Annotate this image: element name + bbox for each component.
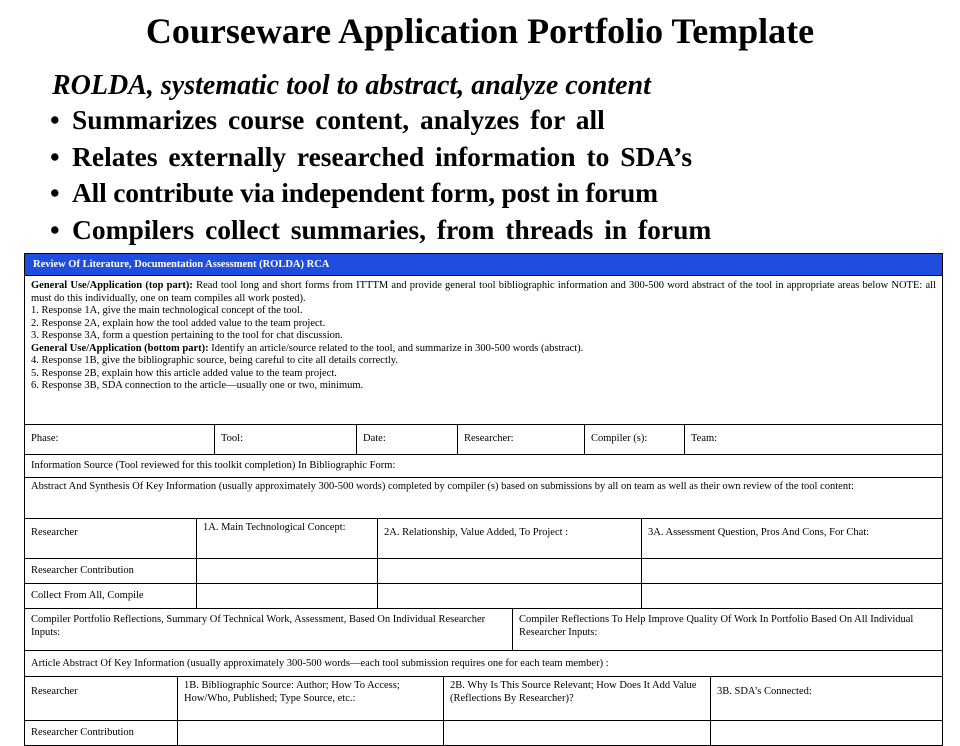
contribution-1a-cell[interactable]: [196, 559, 377, 583]
instruction-item: 6. Response 3B, SDA connection to the article—usually one or two, minimum.: [31, 380, 364, 391]
bullet-list: [50, 102, 711, 248]
instruction-item: 3. Response 3A, form a question pertaining to the tool for chat discussion.: [31, 330, 343, 341]
source-relevance-header: 2B. Why Is This Source Relevant; How Does It Add Value (Reflections By Researcher)?: [443, 677, 710, 720]
article-abstract-row: [25, 650, 942, 676]
researcher-contribution-label: Researcher Contribution: [31, 565, 134, 576]
bullet-item: • Compilers collect summaries, from threads in forum: [50, 212, 711, 249]
contribution-3a-cell[interactable]: [641, 559, 942, 583]
collect-row: [25, 583, 942, 608]
bullet-dot: •: [50, 213, 60, 245]
researcher-label: Researcher: [31, 527, 78, 538]
instruction-item: 1. Response 1A, give the main technological concept of the tool.: [31, 305, 303, 316]
compiler-reflections-row: [25, 608, 942, 650]
rolda-form: [24, 253, 943, 746]
contribution-2a-cell[interactable]: [377, 559, 641, 583]
phase-field[interactable]: Phase:: [31, 433, 59, 444]
instruction-item: 4. Response 1B, give the bibliographic source, being careful to cite all details correctly.: [31, 355, 398, 366]
abstract-field[interactable]: Abstract And Synthesis Of Key Information (usually approximately 300-500 words) completed by compiler (s) based on submissions by all on team as well as their own review of the tool content:: [31, 481, 854, 492]
researcher-contribution-row-2: [25, 720, 942, 745]
general-use-instructions: General Use/Application (top part): Read tool long and short forms from ITTTM and provide general tool bibliographic information and 300-500 word abstract of the tool in appropriate areas below NOTE: all must do this individually, one on team compiles all work posted). 1. Response 1A, give the main technological concept of the tool. 2. Response 2A, explain how the tool added value to the team project. 3. Response 3A, form a question pertaining to the tool for chat discussion. General Use/Application (bottom part): Identify an article/source related to the tool, and summarize in 300-500 words (abstract). 4. Response 1B, give the bibliographic source, being careful to cite all details correctly. 5. Response 2B, explain how this article added value to the team project. 6. Response 3B, SDA connection to the article—usually one or two, minimum.: [31, 280, 936, 391]
bullet-item: • Summarizes course content, analyzes for all: [50, 102, 711, 139]
researcher-contribution-row: [25, 558, 942, 583]
researcher-contribution-label: Researcher Contribution: [31, 727, 134, 738]
information-source-field[interactable]: Information Source (Tool reviewed for this toolkit completion) In Bibliographic Form:: [31, 460, 396, 471]
instruction-item: 5. Response 2B, explain how this article added value to the team project.: [31, 367, 337, 379]
assessment-question-header: 3A. Assessment Question, Pros And Cons, For Chat:: [641, 519, 942, 558]
team-field[interactable]: Team:: [684, 425, 942, 454]
article-abstract-field[interactable]: Article Abstract Of Key Information (usually approximately 300-500 words—each tool submission requires one for each team member) :: [31, 658, 609, 669]
slide-title: Courseware Application Portfolio Template: [145, 11, 815, 51]
information-source-row: [25, 454, 942, 477]
collect-2a-cell[interactable]: [377, 584, 641, 608]
bullet-dot: •: [50, 177, 60, 208]
compiler-quality-reflections-field[interactable]: Compiler Reflections To Help Improve Quality Of Work In Portfolio Based On All Individual Researcher Inputs:: [512, 609, 942, 650]
main-technological-concept-header: 1A. Main Technological Concept:: [196, 519, 377, 558]
researcher-a-header-row: [25, 518, 942, 558]
tool-field[interactable]: Tool:: [214, 425, 356, 454]
researcher-field[interactable]: Researcher:: [457, 425, 584, 454]
contribution-1b-cell[interactable]: [177, 721, 443, 745]
collect-3a-cell[interactable]: [641, 584, 942, 608]
bullet-dot: •: [50, 140, 60, 172]
compiler-portfolio-reflections-field[interactable]: Compiler Portfolio Reflections, Summary Of Technical Work, Assessment, Based On Individual Researcher Inputs:: [31, 614, 486, 638]
contribution-2b-cell[interactable]: [443, 721, 710, 745]
collect-1a-cell[interactable]: [196, 584, 377, 608]
researcher-b-header-row: [25, 676, 942, 720]
slide-subtitle: ROLDA, systematic tool to abstract, analyze content: [52, 70, 651, 101]
sda-connected-header: 3B. SDA’s Connected:: [710, 677, 942, 720]
meta-row: [25, 424, 942, 454]
compiler-field[interactable]: Compiler (s):: [584, 425, 684, 454]
relationship-value-header: 2A. Relationship, Value Added, To Project :: [377, 519, 641, 558]
instruction-item: 2. Response 2A, explain how the tool added value to the team project.: [31, 317, 326, 329]
bullet-dot: •: [50, 104, 60, 135]
date-field[interactable]: Date:: [356, 425, 457, 454]
collect-label: Collect From All, Compile: [31, 590, 144, 601]
abstract-row: [25, 477, 942, 518]
contribution-3b-cell[interactable]: [710, 721, 942, 745]
bibliographic-source-header: 1B. Bibliographic Source: Author; How To Access; How/Who, Published; Type Source, etc.:: [177, 677, 443, 720]
researcher-label: Researcher: [31, 686, 78, 697]
form-header: Review Of Literature, Documentation Assessment (ROLDA) RCA: [25, 254, 942, 275]
general-use-row: [25, 275, 942, 424]
bullet-item: • Relates externally researched information to SDA’s: [50, 139, 711, 176]
bullet-item: • All contribute via independent form, post in forum: [50, 175, 711, 212]
